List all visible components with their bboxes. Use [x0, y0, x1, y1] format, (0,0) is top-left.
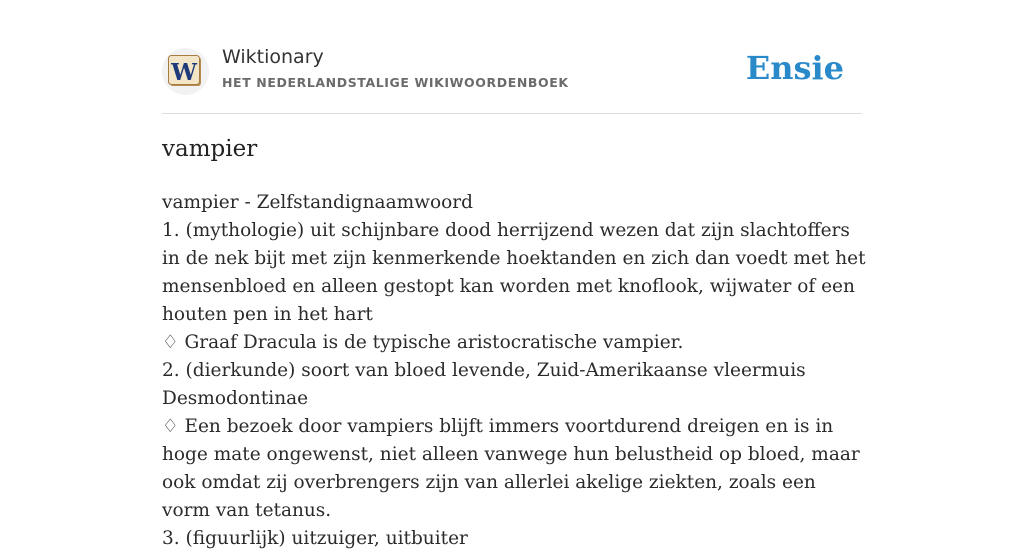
example-2: ♢ Een bezoek door vampiers blijft immers voortdurend dreigen en is in hoge mate ongewenst, niet alleen vanwege hun belustheid op bloed, maar ook omdat zij overbrengers zijn van allerlei akelige ziekten, zoals een vorm van tetanus.	[162, 416, 860, 521]
definition-1: 1. (mythologie) uit schijnbare dood herrijzend wezen dat zijn slachtoffers in de nek bijt met zijn kenmerkende hoektanden en zich dan voedt met het mensenbloed en alleen gestopt kan worden met knoflook, wijwater of een houten pen in het hart	[162, 220, 866, 325]
page-title: vampier	[162, 136, 258, 162]
wiktionary-logo[interactable]	[162, 48, 209, 95]
site-header	[162, 44, 862, 100]
site-tagline: HET NEDERLANDSTALIGE WIKIWOORDENBOEK	[222, 75, 569, 90]
example-1: ♢ Graaf Dracula is de typische aristocratische vampier.	[162, 332, 684, 353]
definition-3: 3. (figuurlijk) uitzuiger, uitbuiter	[162, 528, 468, 549]
site-name[interactable]: Wiktionary	[222, 46, 324, 68]
part-of-speech: vampier - Zelfstandignaamwoord	[162, 192, 473, 213]
header-divider	[162, 113, 862, 114]
dictionary-entry	[162, 189, 867, 553]
ensie-brand-logo[interactable]: Ensie	[745, 49, 844, 87]
wiktionary-w-logo-icon	[167, 54, 204, 89]
svg-text:W: W	[171, 59, 197, 86]
definition-2: 2. (dierkunde) soort van bloed levende, Zuid-Amerikaanse vleermuis Desmodontinae	[162, 360, 806, 409]
